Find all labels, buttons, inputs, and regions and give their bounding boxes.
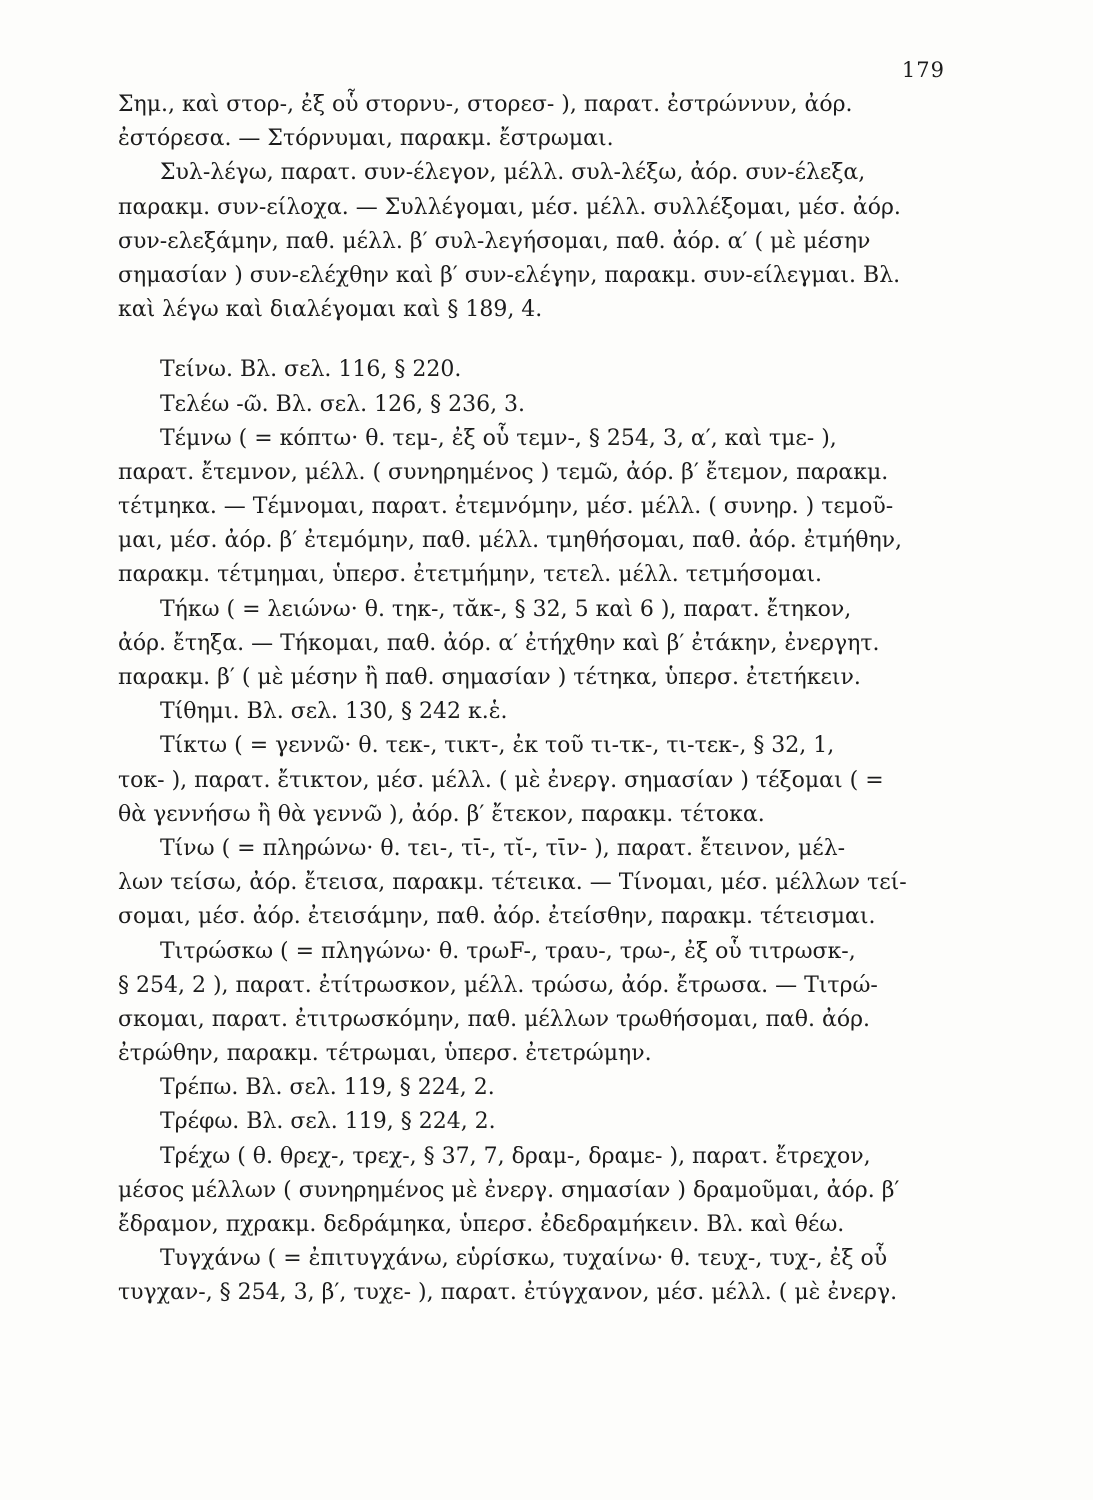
dictionary-text xyxy=(118,88,953,1311)
text-line: μέσος μέλλων ( συνηρημένος μὲ ἐνεργ. σημασίαν ) δραμοῦμαι, ἀόρ. β′ xyxy=(118,1177,900,1203)
text-line: Τίνω ( = πληρώνω· θ. τει-, τῑ-, τῐ-, τῑν- ), παρατ. ἔτεινον, μέλ- xyxy=(118,835,846,861)
text-line: θὰ γεννήσω ἢ θὰ γεννῶ ), ἀόρ. β′ ἔτεκον, παρακμ. τέτοκα. xyxy=(118,801,765,827)
text-line: συν-ελεξάμην, παθ. μέλλ. β′ συλ-λεγήσομαι, παθ. ἀόρ. α′ ( μὲ μέσην xyxy=(118,228,871,254)
text-line: παρακμ. τέτμημαι, ὑπερσ. ἐτετμήμην, τετελ. μέλλ. τετμήσομαι. xyxy=(118,562,823,588)
text-line: Τρέπω. Βλ. σελ. 119, § 224, 2. xyxy=(118,1075,495,1101)
text-line: λων τείσω, ἀόρ. ἔτεισα, παρακμ. τέτεικα. — Τίνομαι, μέσ. μέλλων τεί- xyxy=(118,870,907,896)
text-line: τυγχαν-, § 254, 3, β′, τυχε- ), παρατ. ἐτύγχανον, μέσ. μέλλ. ( μὲ ἐνεργ. xyxy=(118,1280,898,1306)
text-line: τοκ- ), παρατ. ἔτικτον, μέσ. μέλλ. ( μὲ ἐνεργ. σημασίαν ) τέξομαι ( = xyxy=(118,767,884,793)
text-line: παρακμ. β′ ( μὲ μέσην ἢ παθ. σημασίαν ) τέτηκα, ὑπερσ. ἐτετήκειν. xyxy=(118,665,861,690)
text-line: ἔδραμον, πχρακμ. δεδράμηκα, ὑπερσ. ἐδεδραμήκειν. Βλ. καὶ θέω. xyxy=(118,1212,845,1237)
text-line: Συλ-λέγω, παρατ. συν-έλεγον, μέλλ. συλ-λέξω, ἀόρ. συν-έλεξα, xyxy=(118,160,866,186)
text-line: § 254, 2 ), παρατ. ἐτίτρωσκον, μέλλ. τρώσω, ἀόρ. ἔτρωσα. — Τιτρώ- xyxy=(118,972,878,998)
text-line: Τίκτω ( = γεννῶ· θ. τεκ-, τικτ-, ἐκ τοῦ τι-τκ-, τι-τεκ-, § 32, 1, xyxy=(118,733,835,759)
text-line: Τιτρώσκω ( = πληγώνω· θ. τρωF-, τραυ-, τρω-, ἐξ οὗ τιτρωσκ-, xyxy=(118,938,856,964)
text-line: Τέμνω ( = κόπτω· θ. τεμ-, ἐξ οὗ τεμν-, § 254, 3, α′, καὶ τμε- ), xyxy=(118,425,837,451)
text-line: Τήκω ( = λειώνω· θ. τηκ-, τᾰκ-, § 32, 5 καὶ 6 ), παρατ. ἔτηκον, xyxy=(118,596,852,622)
text-line: παρακμ. συν-είλοχα. — Συλλέγομαι, μέσ. μέλλ. συλλέξομαι, μέσ. ἀόρ. xyxy=(118,194,901,220)
text-line: μαι, μέσ. ἀόρ. β′ ἐτεμόμην, παθ. μέλλ. τμηθήσομαι, παθ. ἀόρ. ἐτμήθην, xyxy=(118,528,902,554)
text-line: ἀόρ. ἔτηξα. — Τήκομαι, παθ. ἀόρ. α′ ἐτήχθην καὶ β′ ἐτάκην, ἐνεργητ. xyxy=(118,630,880,656)
text-line: Τείνω. Βλ. σελ. 116, § 220. xyxy=(118,357,462,383)
text-line: Σημ., καὶ στορ-, ἐξ οὗ στορνυ-, στορεσ- ), παρατ. ἐστρώννυν, ἀόρ. xyxy=(118,92,853,117)
text-line: Τυγχάνω ( = ἐπιτυγχάνω, εὑρίσκω, τυχαίνω· θ. τευχ-, τυχ-, ἐξ οὗ xyxy=(118,1246,888,1272)
blank-line xyxy=(118,327,953,353)
text-line: Τρέφω. Βλ. σελ. 119, § 224, 2. xyxy=(118,1109,496,1135)
page-number: 179 xyxy=(901,58,945,82)
text-line: καὶ λέγω καὶ διαλέγομαι καὶ § 189, 4. xyxy=(118,297,543,323)
text-line: τέτμηκα. — Τέμνομαι, παρατ. ἐτεμνόμην, μέσ. μέλλ. ( συνηρ. ) τεμοῦ- xyxy=(118,494,894,520)
text-line: σομαι, μέσ. ἀόρ. ἐτεισάμην, παθ. ἀόρ. ἐτείσθην, παρακμ. τέτεισμαι. xyxy=(118,904,876,930)
text-line: ἐστόρεσα. — Στόρνυμαι, παρακμ. ἔστρωμαι. xyxy=(118,126,614,152)
text-line: σκομαι, παρατ. ἐτιτρωσκόμην, παθ. μέλλων τρωθήσομαι, παθ. ἀόρ. xyxy=(118,1006,871,1032)
text-line: Τίθημι. Βλ. σελ. 130, § 242 κ.ἑ. xyxy=(118,699,508,725)
text-line: Τελέω -ῶ. Βλ. σελ. 126, § 236, 3. xyxy=(118,391,526,417)
text-line: Τρέχω ( θ. θρεχ-, τρεχ-, § 37, 7, δραμ-, δραμε- ), παρατ. ἔτρεχον, xyxy=(118,1143,871,1169)
text-line: ἐτρώθην, παρακμ. τέτρωμαι, ὑπερσ. ἐτετρώμην. xyxy=(118,1041,652,1067)
text-line: παρατ. ἔτεμνον, μέλλ. ( συνηρημένος ) τεμῶ, ἀόρ. β′ ἔτεμον, παρακμ. xyxy=(118,459,889,485)
text-line: σημασίαν ) συν-ελέχθην καὶ β′ συν-ελέγην, παρακμ. συν-είλεγμαι. Βλ. xyxy=(118,262,901,288)
